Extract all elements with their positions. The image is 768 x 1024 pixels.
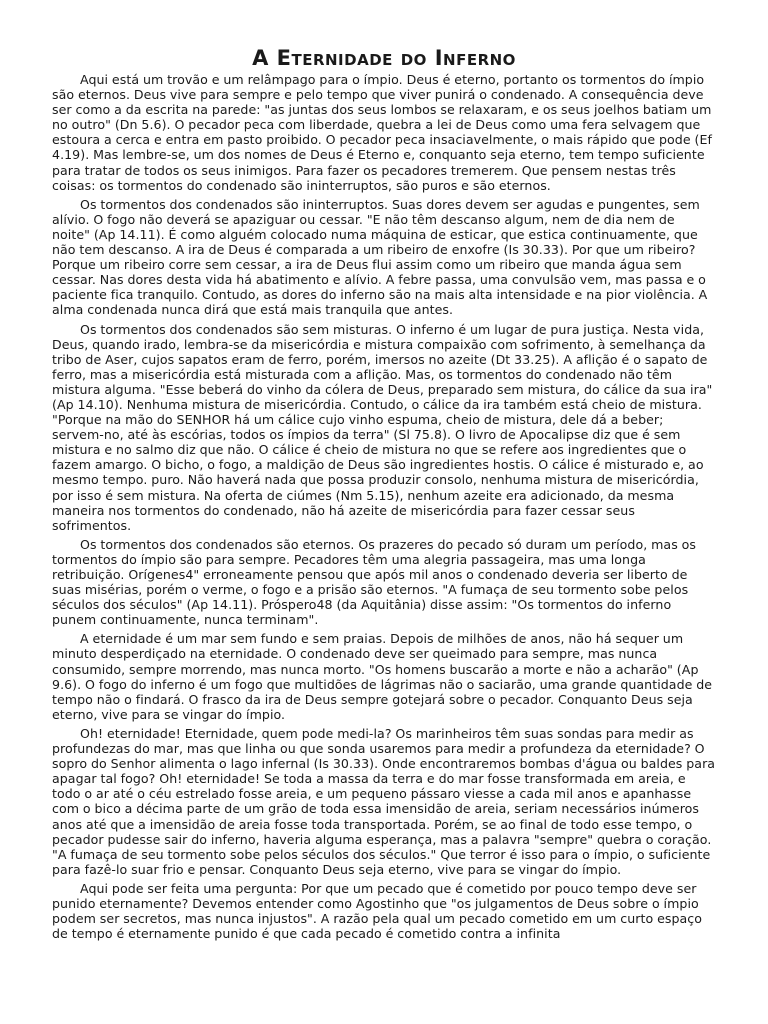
paragraph-2: Os tormentos dos condenados são ininterruptos. Suas dores devem ser agudas e pungentes, sem alívio. O fogo não deverá se apaziguar ou cessar. "E não têm descanso algum, nem de dia nem de noite" (Ap 14.11). É como alguém colocado numa máquina de esticar, que estica continuamente, que não tem descanso. A ira de Deus é comparada a um ribeiro de enxofre (Is 30.33). Por que um ribeiro? Porque um ribeiro corre sem cessar, a ira de Deus flui assim como um ribeiro que manda água sem cessar. Nas dores desta vida há abatimento e alívio. A febre passa, uma convulsão vem, mas passa e o paciente fica tranquilo. Contudo, as dores do inferno são na mais alta intensidade e na pior violência. A alma condenada nunca dirá que está mais tranquila que antes.: [52, 196, 708, 318]
paragraph-4: Os tormentos dos condenados são eternos. Os prazeres do pecado só duram um período, mas os tormentos do ímpio são para sempre. Pecadores têm uma alegria passageira, mas uma longa retribuição. Orígenes4" erroneamente pensou que após mil anos o condenado deveria ser liberto de suas misérias, porém o verme, o fogo e a prisão são eternos. "A fumaça de seu tormento sobe pelos séculos dos séculos" (Ap 14.11). Próspero48 (da Aquitânia) disse assim: "Os tormentos do inferno punem continuamente, nunca terminam".: [52, 536, 697, 628]
paragraph-6: Oh! eternidade! Eternidade, quem pode medi-la? Os marinheiros têm suas sondas para medir as profundezas do mar, mas que linha ou que sonda usaremos para medir a profundeza da eternidade? O sopro do Senhor alimenta o lago infernal (Is 30.33). Onde encontraremos bombas d'água ou baldes para apagar tal fogo? Oh! eternidade! Se toda a massa da terra e do mar fosse transformada em areia, e todo o ar até o céu estrelado fosse areia, e um pequeno pássaro viesse a cada mil anos e apanhasse com o bico a décima parte de um grão de toda essa imensidão de areia, seriam necessários inúmeros anos até que a imensidão de areia fosse toda transportada. Porém, se ao final de todo esse tempo, o pecador pudesse sair do inferno, haveria alguma esperança, mas a palavra "sempre" quebra o coração. "A fumaça de seu tormento sobe pelos séculos dos séculos." Que terror é isso para o ímpio, o suficiente para fazê-lo suar frio e pensar. Conquanto Deus seja eterno, vive para se vingar do ímpio.: [52, 725, 716, 877]
document-page: [52, 44, 716, 945]
document-title: [52, 44, 716, 72]
paragraph-5: A eternidade é um mar sem fundo e sem praias. Depois de milhões de anos, não há sequer um minuto desperdiçado na eternidade. O condenado deve ser queimado para sempre, mas nunca consumido, sempre morrendo, mas nunca morto. "Os homens buscarão a morte e não a acharão" (Ap 9.6). O fogo do inferno é um fogo que multidões de lágrimas não o saciarão, uma grande quantidade de tempo não o findará. O frasco da ira de Deus sempre gotejará sobre o pecador. Conquanto Deus seja eterno, vive para se vingar do ímpio.: [52, 631, 713, 722]
document-title-text: A Eternidade do Inferno: [252, 46, 516, 70]
paragraph-7: Aqui pode ser feita uma pergunta: Por que um pecado que é cometido por pouco tempo deve ser punido eternamente? Devemos entender como Agostinho que "os julgamentos de Deus sobre o ímpio podem ser secretos, mas nunca injustos". A razão pela qual um pecado cometido em um curto espaço de tempo é eternamente punido é que cada pecado é cometido contra a infinita: [52, 880, 703, 942]
paragraph-1: Aqui está um trovão e um relâmpago para o ímpio. Deus é eterno, portanto os tormentos do ímpio são eternos. Deus vive para sempre e pelo tempo que viver punirá o condenado. A consequência deve ser como a da escrita na parede: "as juntas dos seus lombos se relaxaram, e os seus joelhos batiam um no outro" (Dn 5.6). O pecador peca com liberdade, quebra a lei de Deus como uma fera selvagem que estoura a cerca e entra em pasto proibido. O pecador peca insaciavelmente, o mais rápido que pode (Ef 4.19). Mas lembre-se, um dos nomes de Deus é Eterno e, conquanto seja eterno, tem tempo suficiente para tratar de todos os seus inimigos. Para fazer os pecadores tremerem. Que pensem nestas três coisas: os tormentos do condenado são ininterruptos, são puros e são eternos.: [52, 72, 712, 193]
paragraph-3: Os tormentos dos condenados são sem misturas. O inferno é um lugar de pura justiça. Nesta vida, Deus, quando irado, lembra-se da misericórdia e mistura compaixão com sofrimento, à semelhança da tribo de Aser, cujos sapatos eram de ferro, porém, imersos no azeite (Dt 33.25). A aflição é o sapato de ferro, mas a misericórdia está misturada com a aflição. Mas, os tormentos do condenado não têm mistura alguma. "Esse beberá do vinho da cólera de Deus, preparado sem mistura, do cálice da sua ira" (Ap 14.10). Nenhuma mistura de misericórdia. Contudo, o cálice da ira também está cheio de mistura. "Porque na mão do SENHOR há um cálice cujo vinho espuma, cheio de mistura, dele dá a beber; servem-no, até às escórias, todos os ímpios da terra" (Sl 75.8). O livro de Apocalipse diz que é sem mistura e no salmo diz que não. O cálice é cheio de mistura no que se refere aos ingredientes que o fazem amargo. O bicho, o fogo, a maldição de Deus são ingredientes hostis. O cálice é misturado e, ao mesmo tempo. puro. Não haverá nada que possa produzir consolo, nenhuma mistura de misericórdia, por isso é sem mistura. Na oferta de ciúmes (Nm 5.15), nenhum azeite era adicionado, da mesma maneira nos tormentos do condenado, não há azeite de misericórdia para fazer cessar seus sofrimentos.: [52, 321, 713, 533]
